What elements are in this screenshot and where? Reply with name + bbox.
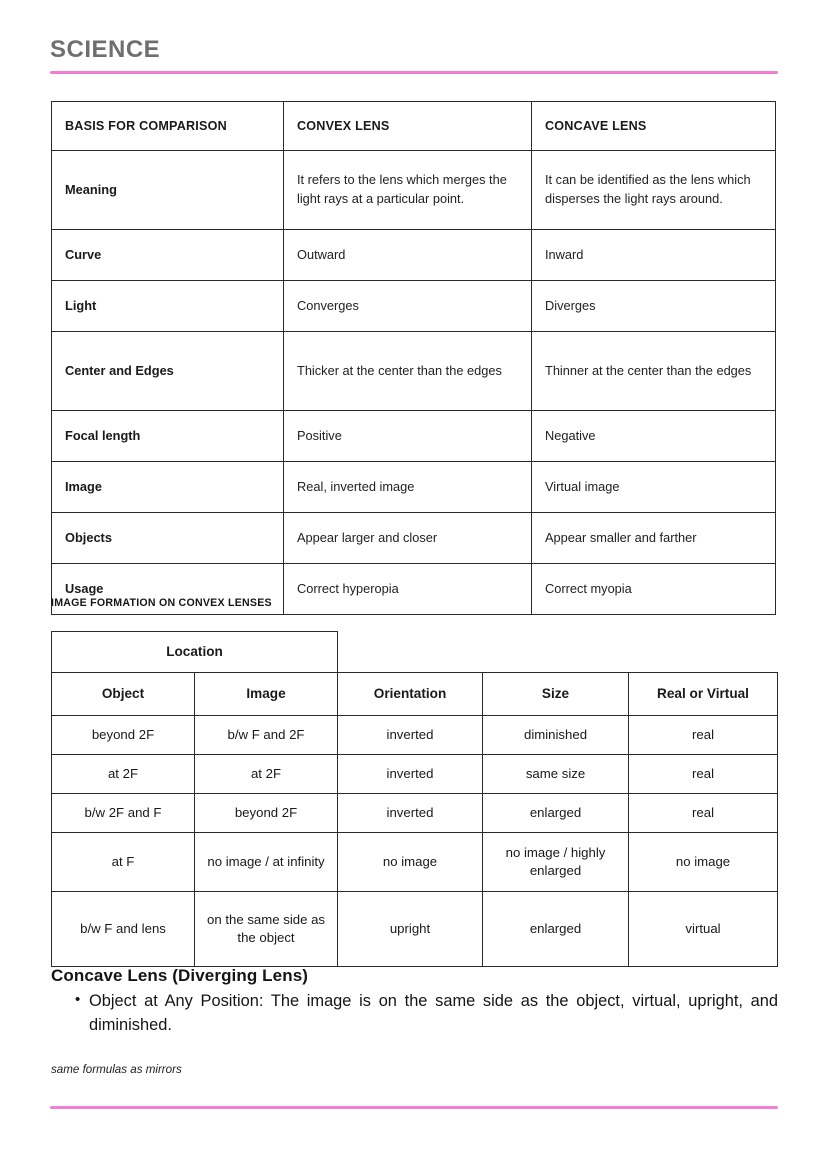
column-header-basis: BASIS FOR COMPARISON [52,102,284,151]
cell-size: diminished [483,716,629,755]
image-formation-table [51,631,778,967]
cell-concave: Virtual image [532,462,776,513]
cell-convex: It refers to the lens which merges the light rays at a particular point. [284,151,532,230]
cell-concave: Appear smaller and farther [532,513,776,564]
title-divider [50,71,778,74]
table-row [52,462,776,513]
cell-object: b/w 2F and F [52,794,195,833]
cell-real-or-virtual: real [629,794,778,833]
row-label: Center and Edges [52,332,284,411]
cell-concave: Correct myopia [532,564,776,615]
column-header-object: Object [52,673,195,716]
cell-orientation: upright [338,892,483,967]
spacer-cell [338,632,483,673]
cell-convex: Correct hyperopia [284,564,532,615]
table-row [52,332,776,411]
cell-convex: Outward [284,230,532,281]
cell-image: b/w F and 2F [195,716,338,755]
column-header-size: Size [483,673,629,716]
cell-size: same size [483,755,629,794]
table-row [52,411,776,462]
table-row [52,281,776,332]
list-item: • Object at Any Position: The image is on the same side as the object, virtual, upright, and diminished. [75,990,778,1038]
cell-orientation: no image [338,833,483,892]
table-row [52,794,778,833]
notes-list [51,990,778,1038]
row-label: Image [52,462,284,513]
cell-orientation: inverted [338,794,483,833]
cell-image: beyond 2F [195,794,338,833]
column-header-concave: CONCAVE LENS [532,102,776,151]
footer-divider [50,1106,778,1109]
cell-concave: It can be identified as the lens which disperses the light rays around. [532,151,776,230]
table-header-row [52,673,778,716]
cell-convex: Appear larger and closer [284,513,532,564]
cell-object: beyond 2F [52,716,195,755]
table-row [52,833,778,892]
row-label: Light [52,281,284,332]
cell-real-or-virtual: real [629,716,778,755]
lens-comparison-table [51,101,776,615]
table-row [52,151,776,230]
column-header-image: Image [195,673,338,716]
row-label: Focal length [52,411,284,462]
cell-real-or-virtual: no image [629,833,778,892]
cell-real-or-virtual: virtual [629,892,778,967]
cell-concave: Negative [532,411,776,462]
table-row [52,755,778,794]
cell-size: enlarged [483,794,629,833]
cell-orientation: inverted [338,755,483,794]
table-header-row [52,102,776,151]
cell-image: on the same side as the object [195,892,338,967]
cell-image: no image / at infinity [195,833,338,892]
cell-object: b/w F and lens [52,892,195,967]
table-row [52,892,778,967]
concave-lens-notes [51,966,778,1038]
cell-size: no image / highly enlarged [483,833,629,892]
cell-concave: Diverges [532,281,776,332]
formation-table-wrapper [51,631,777,967]
row-label: Objects [52,513,284,564]
cell-orientation: inverted [338,716,483,755]
notes-heading: Concave Lens (Diverging Lens) [51,966,309,985]
cell-image: at 2F [195,755,338,794]
cell-convex: Thicker at the center than the edges [284,332,532,411]
column-header-orientation: Orientation [338,673,483,716]
page-title: SCIENCE [50,36,161,63]
spacer-cell [629,632,778,673]
cell-convex: Real, inverted image [284,462,532,513]
cell-convex: Converges [284,281,532,332]
cell-convex: Positive [284,411,532,462]
table-row [52,230,776,281]
spacer-cell [483,632,629,673]
row-label: Usage [52,564,284,615]
cell-object: at 2F [52,755,195,794]
cell-object: at F [52,833,195,892]
cell-concave: Thinner at the center than the edges [532,332,776,411]
table-row [52,513,776,564]
row-label: Curve [52,230,284,281]
column-header-convex: CONVEX LENS [284,102,532,151]
table-group-header-row [52,632,778,673]
cell-concave: Inward [532,230,776,281]
cell-real-or-virtual: real [629,755,778,794]
comparison-table-wrapper [51,101,775,615]
footnote-text: same formulas as mirrors [51,1063,182,1076]
section-caption: IMAGE FORMATION ON CONVEX LENSES [51,597,272,609]
column-header-real-or-virtual: Real or Virtual [629,673,778,716]
cell-size: enlarged [483,892,629,967]
table-row [52,716,778,755]
row-label: Meaning [52,151,284,230]
group-header-location: Location [52,632,338,673]
